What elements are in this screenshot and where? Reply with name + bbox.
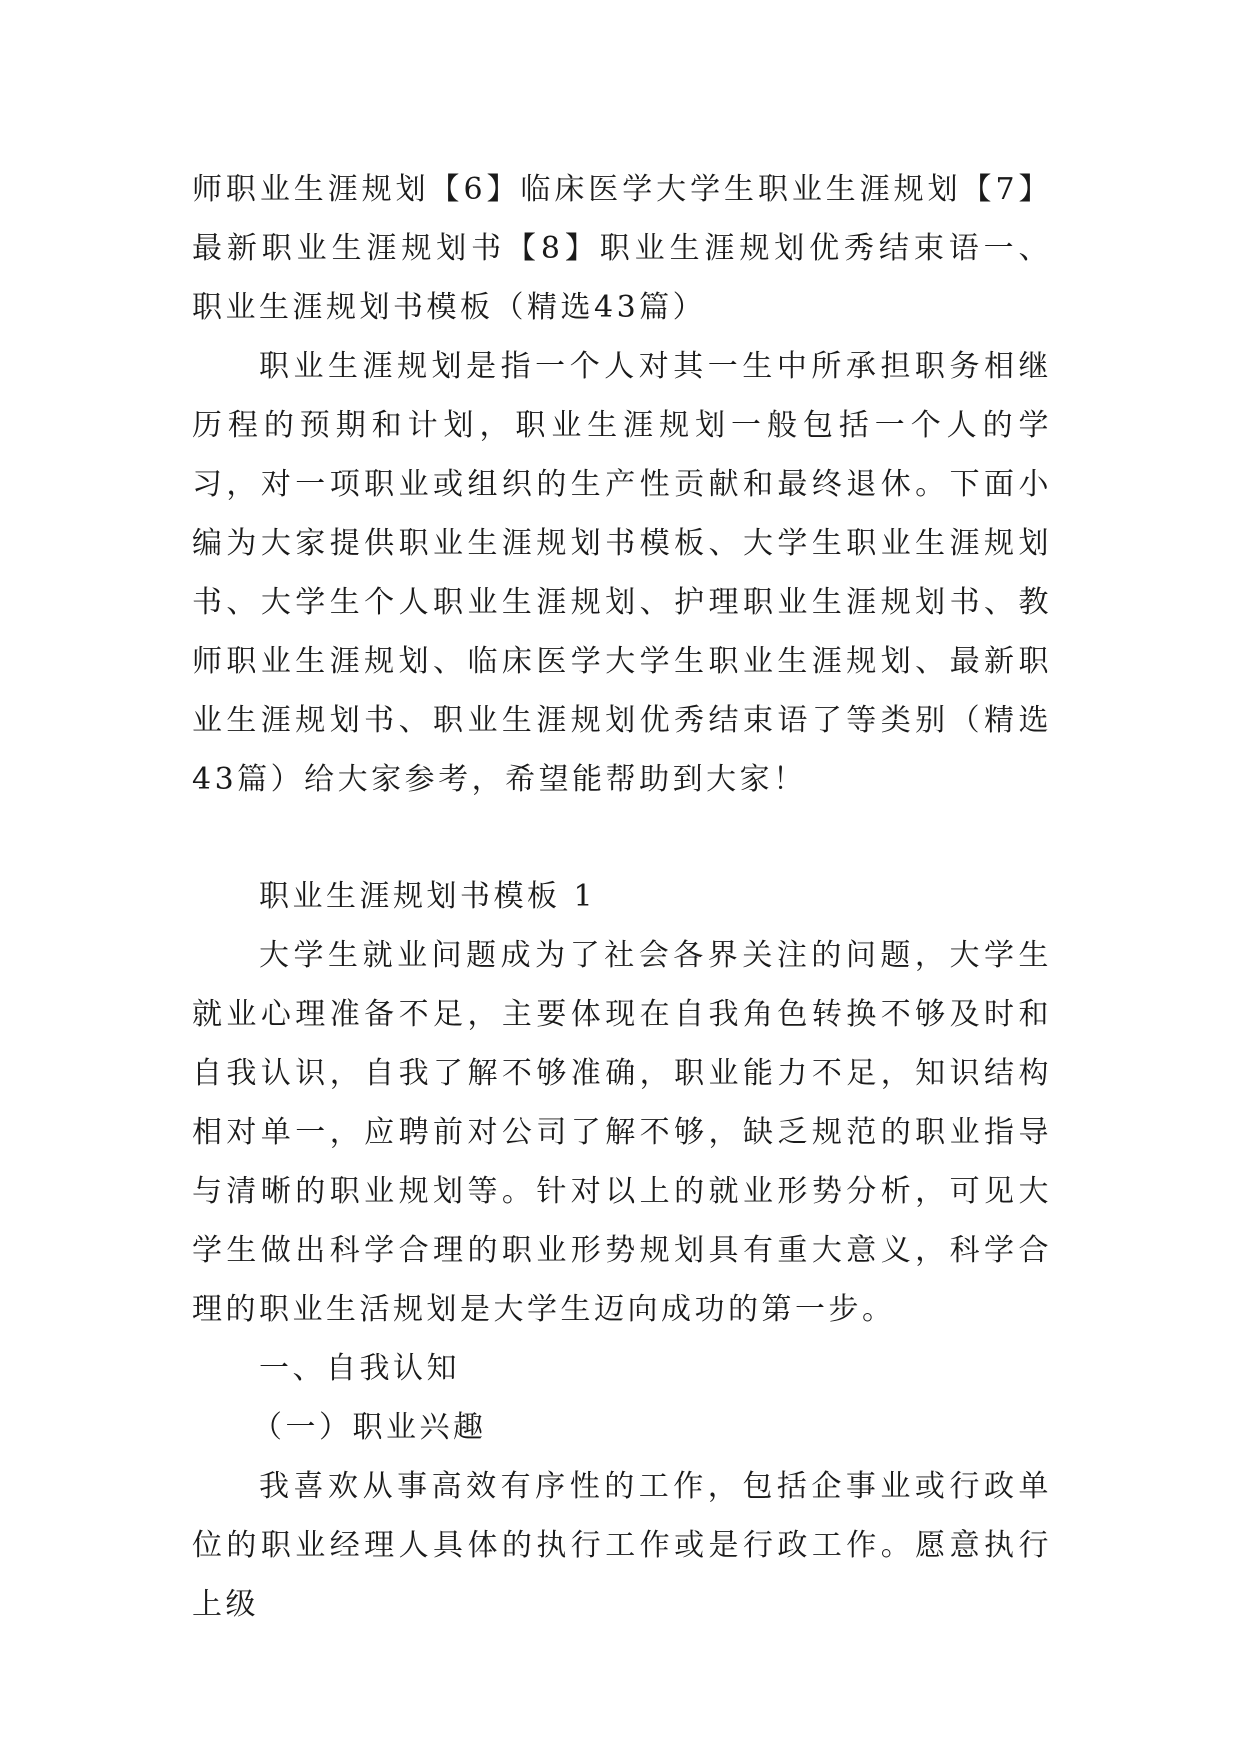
intro-fragment: 师职业生涯规划【6】临床医学大学生职业生涯规划【7】最新职业生涯规划书【8】职业生涯规划优秀结束语一、职业生涯规划书模板（精选43篇） <box>192 172 1052 325</box>
section-gap <box>192 809 1052 867</box>
interest-paragraph: 我喜欢从事高效有序性的工作，包括企事业或行政单位的职业经理人具体的执行工作或是行政工作。愿意执行上级 <box>192 1469 1052 1622</box>
section-title: 职业生涯规划书模板 1 <box>259 879 597 914</box>
heading-self-awareness: 一、自我认知 <box>259 1351 460 1386</box>
section-paragraph: 大学生就业问题成为了社会各界关注的问题，大学生就业心理准备不足，主要体现在自我角色转换不够及时和自我认识，自我了解不够准确，职业能力不足，知识结构相对单一，应聘前对公司了解不够，缺乏规范的职业指导与清晰的职业规划等。针对以上的就业形势分析，可见大学生做出科学合理的职业形势规划具有重大意义，科学合理的职业生活规划是大学生迈向成功的第一步。 <box>192 938 1052 1327</box>
document-body <box>192 160 1052 1634</box>
intro-paragraph: 职业生涯规划是指一个人对其一生中所承担职务相继历程的预期和计划，职业生涯规划一般包括一个人的学习，对一项职业或组织的生产性贡献和最终退休。下面小编为大家提供职业生涯规划书模板、大学生职业生涯规划书、大学生个人职业生涯规划、护理职业生涯规划书、教师职业生涯规划、临床医学大学生职业生涯规划、最新职业生涯规划书、职业生涯规划优秀结束语了等类别（精选43篇）给大家参考，希望能帮助到大家！ <box>192 349 1052 797</box>
heading-career-interest: （一）职业兴趣 <box>252 1410 487 1445</box>
